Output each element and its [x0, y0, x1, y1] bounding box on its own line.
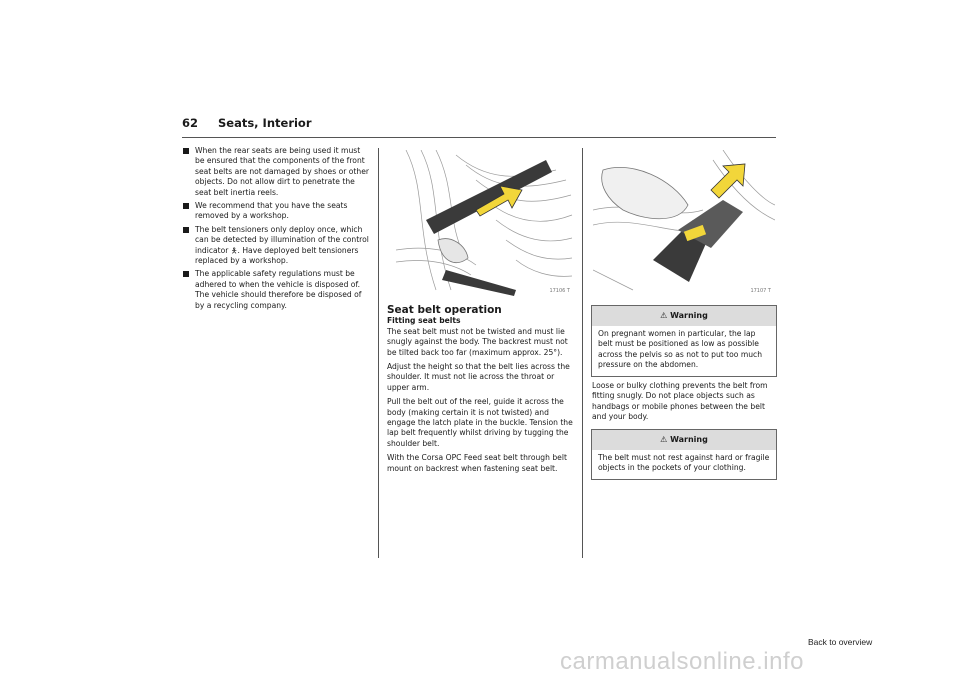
- section-heading: Seat belt operation: [387, 304, 502, 316]
- page-number: 62: [182, 116, 199, 130]
- header-divider: [182, 137, 776, 138]
- clothing-paragraph: Loose or bulky clothing prevents the belt from fitting snugly. Do not place objects such as handbags or mobile phones between the belt and your body.: [592, 381, 768, 422]
- column-divider-left: [378, 148, 379, 558]
- seat-belt-illustration-1: [396, 150, 574, 296]
- back-to-overview-link[interactable]: Back to overview: [808, 637, 873, 647]
- watermark: carmanualsonline.info: [560, 648, 804, 675]
- section-title: Seats, Interior: [218, 116, 312, 130]
- bullet-list: [183, 146, 369, 314]
- bullet-item: When the rear seats are being used it must be ensured that the components of the front seat belts are not damaged by shoes or other objects. Do not allow dirt to penetrate the seat belt inertia reels.: [183, 146, 369, 198]
- bullet-item: We recommend that you have the seats removed by a workshop.: [183, 201, 369, 222]
- warning-text: On pregnant women in particular, the lap belt must be positioned as low as possible across the pelvis so as not to put too much pressure on the abdomen.: [598, 329, 763, 370]
- paragraph: The seat belt must not be twisted and must lie snugly against the body. The backrest must not be tilted back too far (maximum approx. 25°).: [387, 326, 568, 357]
- bullet-item: The applicable safety regulations must be adhered to when the vehicle is disposed of. The vehicle should therefore be disposed of by a recycling company.: [183, 269, 369, 311]
- paragraph: Pull the belt out of the reel, guide it across the body (making certain it is not twisted) and engage the latch plate in the buckle. Tension the lap belt frequently whilst driving by tugging the shoulder belt.: [387, 397, 573, 448]
- buckle-figure: [593, 150, 775, 296]
- warning-box-pregnancy: [591, 305, 777, 377]
- belt-shoulder-figure: [396, 150, 574, 296]
- warning-title: ⚠ Warning: [592, 306, 776, 326]
- paragraph: Adjust the height so that the belt lies across the shoulder. It must not lie across the throat or upper arm.: [387, 362, 570, 392]
- seat-belt-operation-section: [387, 305, 575, 478]
- warning-box-objects: [591, 429, 777, 480]
- figure-label: 17107 T: [750, 288, 771, 294]
- seat-belt-illustration-2: [593, 150, 775, 296]
- paragraph: With the Corsa OPC Feed seat belt through belt mount on backrest when fastening seat belt.: [387, 453, 567, 473]
- subheading: Fitting seat belts: [387, 316, 461, 326]
- bullet-item: The belt tensioners only deploy once, which can be detected by illumination of the control indicator 🯅. Have deployed belt tensioners replaced by a workshop.: [183, 225, 369, 267]
- warning-text: The belt must not rest against hard or fragile objects in the pockets of your clothing.: [598, 453, 770, 473]
- warning-title: ⚠ Warning: [592, 430, 776, 450]
- figure-label: 17106 T: [549, 288, 570, 294]
- column-divider-right: [582, 148, 583, 558]
